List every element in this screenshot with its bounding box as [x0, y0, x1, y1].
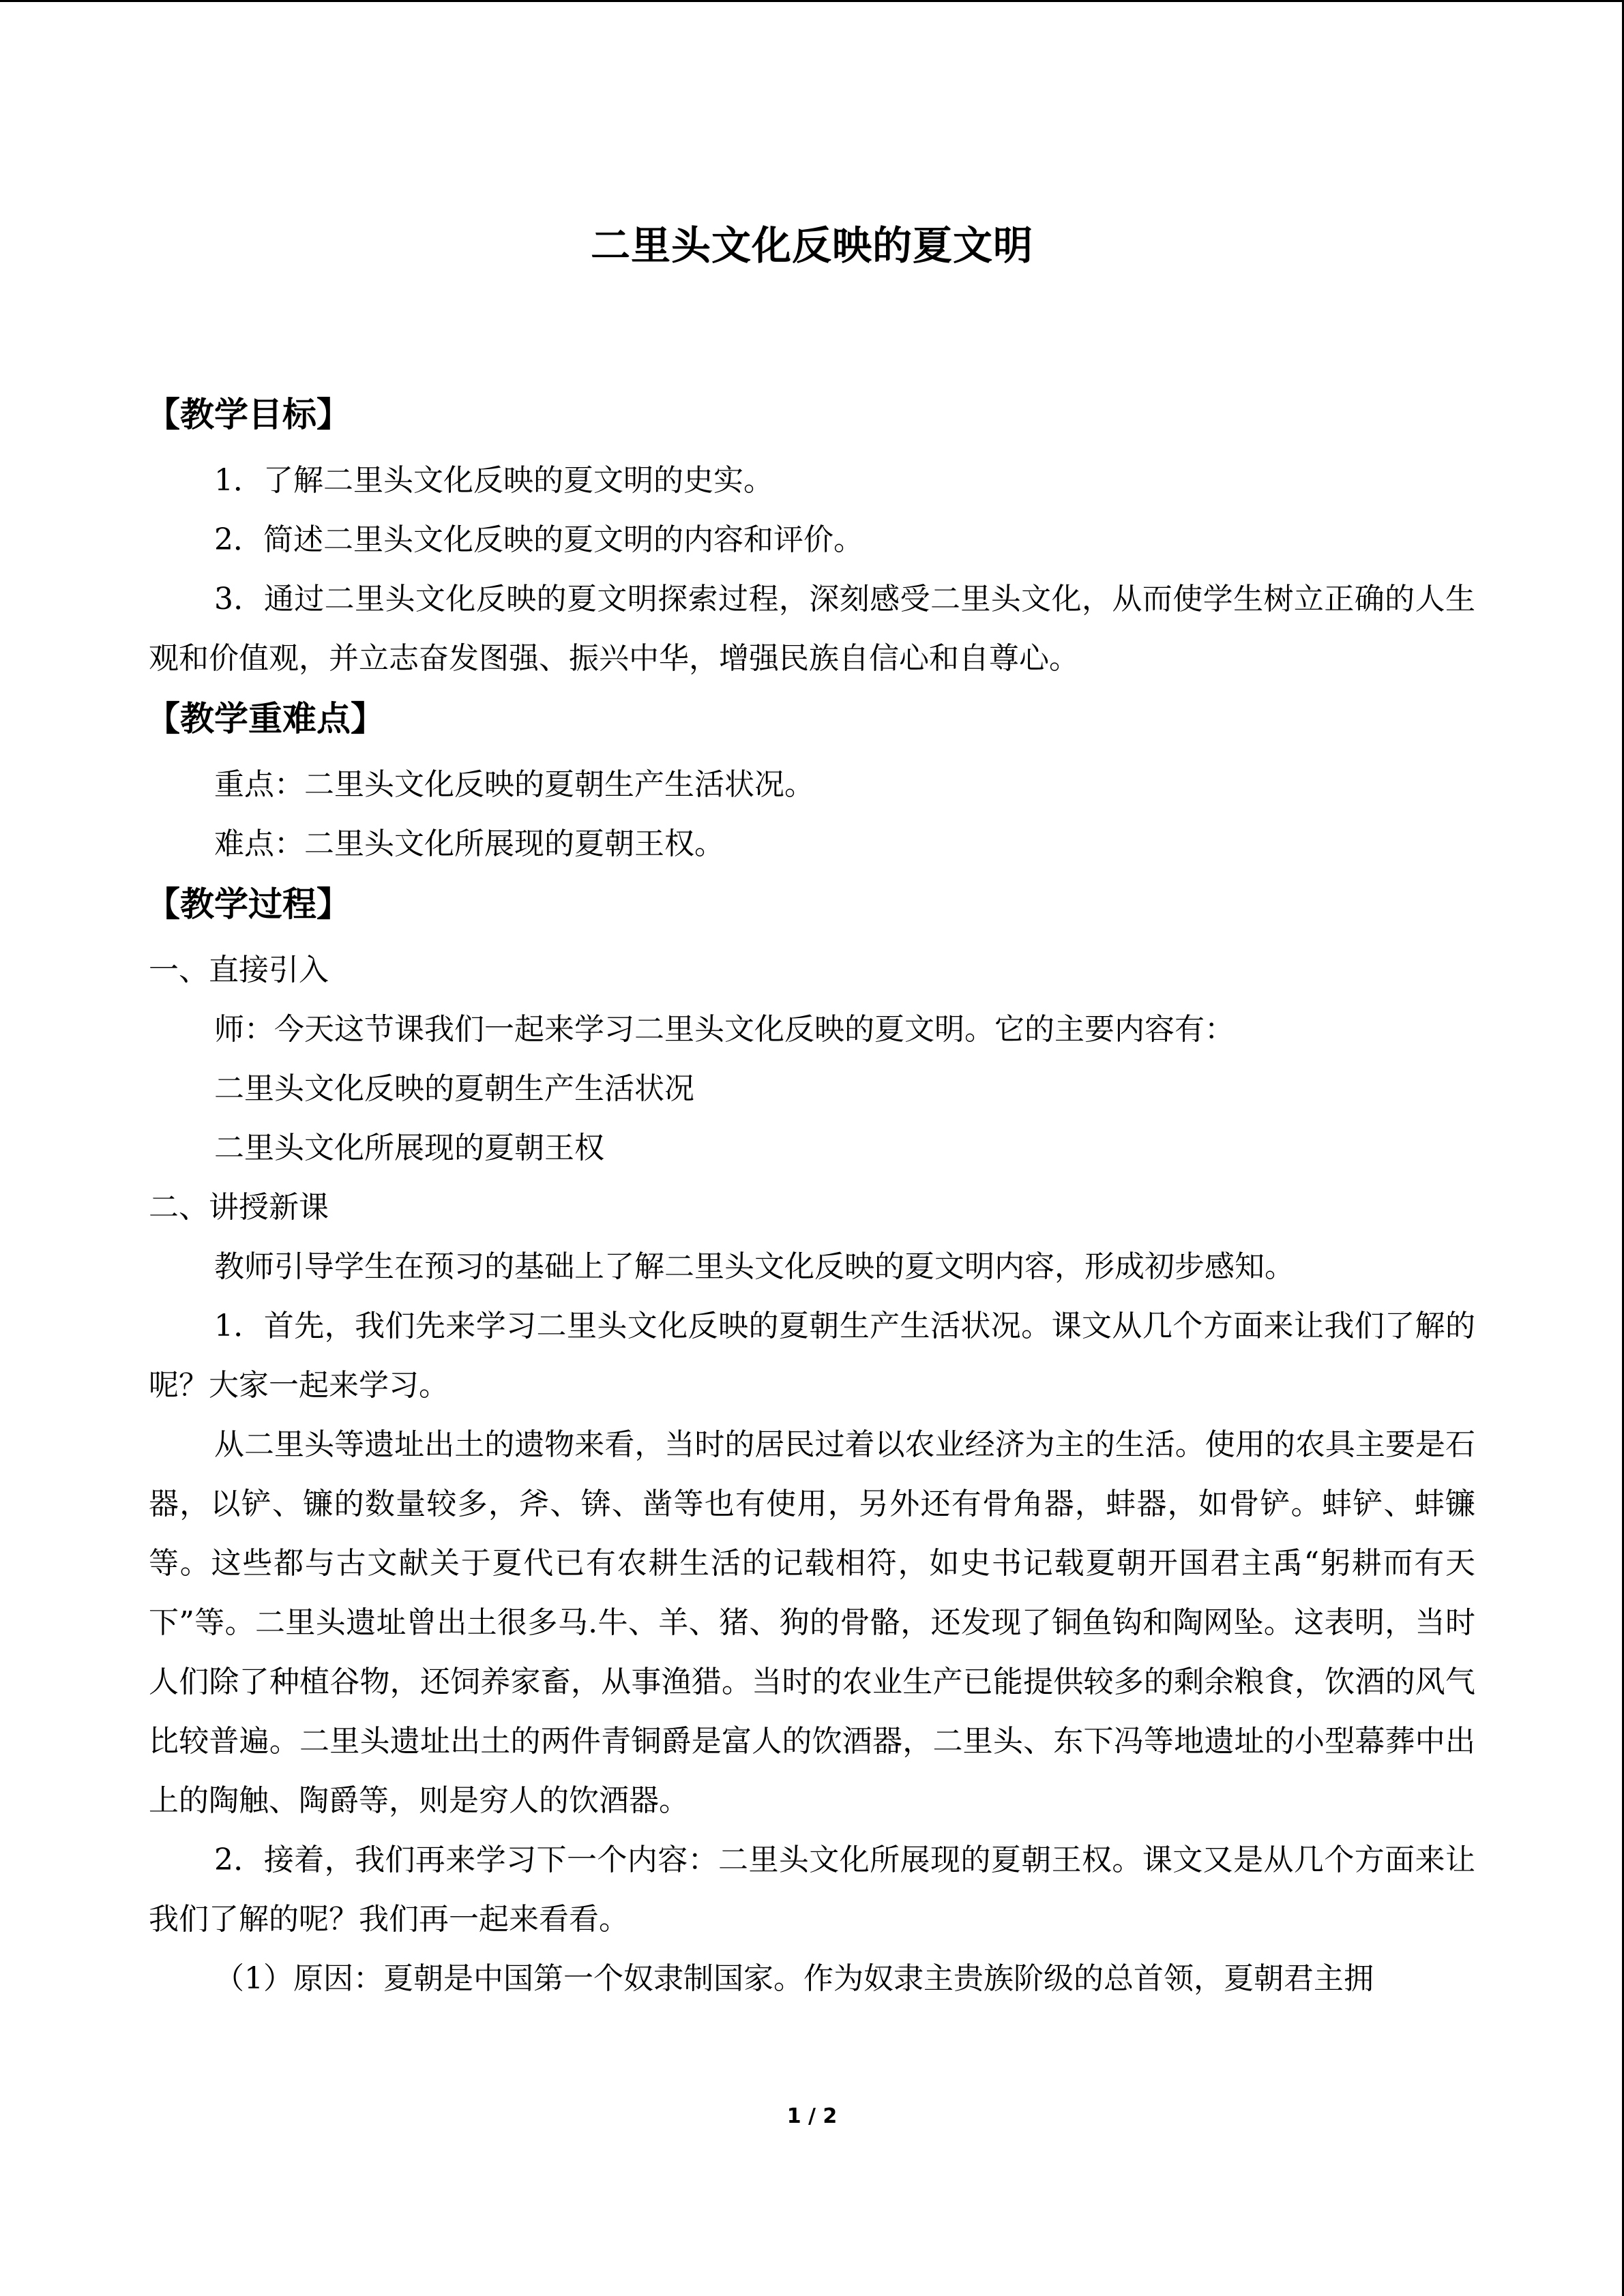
key-point-item: 重点：二里头文化反映的夏朝生产生活状况。	[214, 767, 814, 802]
lesson-paragraph: 1．首先，我们先来学习二里头文化反映的夏朝生产生活状况。课文从几个方面来让我们了解的呢？大家一起来学习。	[149, 1309, 1475, 1403]
section-heading-objectives: 【教学目标】	[146, 395, 351, 434]
objective-item: 1．了解二里头文化反映的夏文明的史实。	[214, 463, 773, 498]
lesson-paragraph: （1）原因：夏朝是中国第一个奴隶制国家。作为奴隶主贵族阶级的总首领，夏朝君主拥	[214, 1961, 1374, 1996]
lesson-paragraph: 从二里头等遗址出土的遗物来看，当时的居民过着以农业经济为主的生活。使用的农具主要是石器，以铲、镰的数量较多，斧、锛、凿等也有使用，另外还有骨角器，蚌器，如骨铲。蚌铲、蚌镰等。这些都与古文献关于夏代已有农耕生活的记载相符，如史书记载夏朝开国君主禹“躬耕而有天下”等。二里头遗址曾出土很多马.牛、羊、猪、狗的骨骼，还发现了铜鱼钩和陶网坠。这表明，当时人们除了种植谷物，还饲养家畜，从事渔猎。当时的农业生产已能提供较多的剩余粮食，饮酒的风气比较普遍。二里头遗址出土的两件青铜爵是富人的饮酒器，二里头、东下冯等地遗址的小型幕葬中出上的陶触、陶爵等，则是穷人的饮酒器。	[149, 1427, 1475, 1818]
page-number: 1 / 2	[786, 2104, 838, 2128]
document-body	[146, 384, 1475, 2008]
lesson-paragraph: 2．接着，我们再来学习下一个内容：二里头文化所展现的夏朝王权。课文又是从几个方面来让我们了解的呢？我们再一起来看看。	[149, 1843, 1475, 1937]
lesson-paragraph: 教师引导学生在预习的基础上了解二里头文化反映的夏文明内容，形成初步感知。	[214, 1249, 1295, 1284]
intro-line: 师：今天这节课我们一起来学习二里头文化反映的夏文明。它的主要内容有：	[214, 1012, 1235, 1047]
difficult-point-item: 难点：二里头文化所展现的夏朝王权。	[214, 826, 724, 861]
objective-item: 3．通过二里头文化反映的夏文明探索过程，深刻感受二里头文化，从而使学生树立正确的人生观和价值观，并立志奋发图强、振兴中华，增强民族自信心和自尊心。	[149, 582, 1475, 676]
intro-line: 二里头文化反映的夏朝生产生活状况	[214, 1071, 694, 1106]
process-part1-title: 一、直接引入	[149, 953, 329, 987]
intro-line: 二里头文化所展现的夏朝王权	[214, 1131, 604, 1165]
objective-item: 2．简述二里头文化反映的夏文明的内容和评价。	[214, 522, 863, 557]
document-title: 二里头文化反映的夏文明	[590, 222, 1033, 269]
process-part2-title: 二、讲授新课	[149, 1190, 329, 1225]
section-heading-key-points: 【教学重难点】	[146, 699, 385, 739]
section-heading-process: 【教学过程】	[146, 884, 351, 924]
